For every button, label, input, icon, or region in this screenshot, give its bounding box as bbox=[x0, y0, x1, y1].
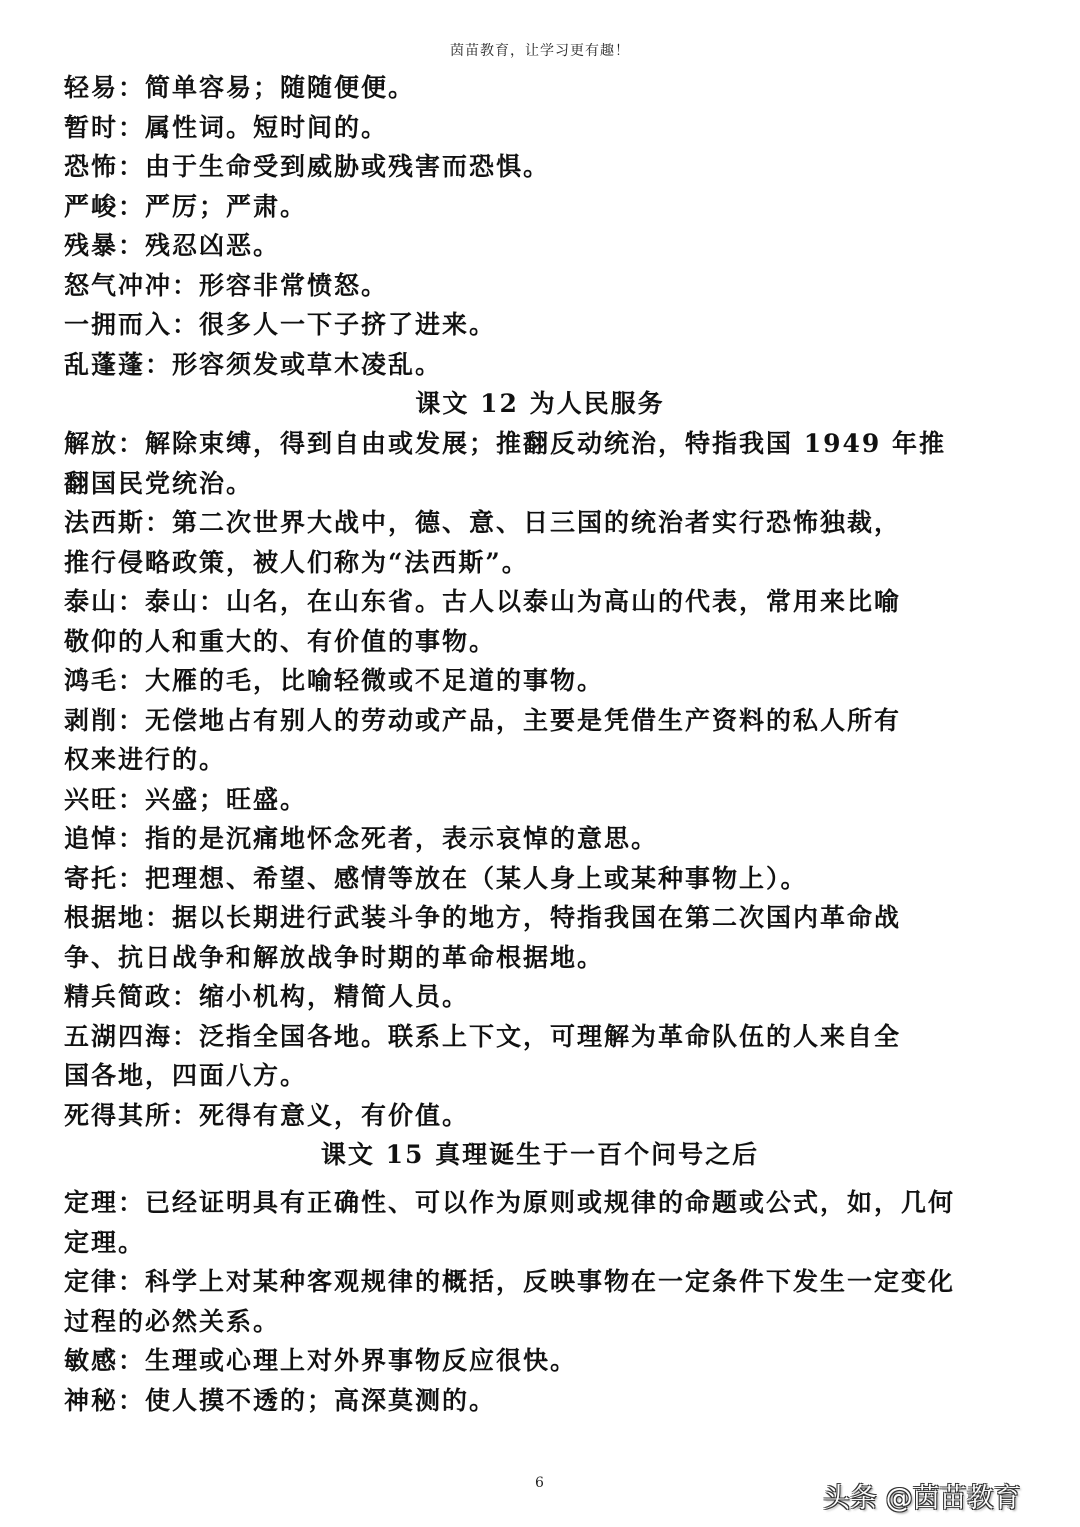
vocab-entry bbox=[64, 661, 1016, 701]
vocab-entry bbox=[64, 977, 1016, 1017]
vocab-entry bbox=[64, 1096, 1016, 1136]
vocab-entry bbox=[64, 345, 1016, 385]
page-header: 茵苗教育，让学习更有趣！ bbox=[450, 43, 630, 59]
entry-line: 乱蓬蓬：形容须发或草木凌乱。 bbox=[64, 349, 443, 379]
section-heading: 课文 12 为人民服务 bbox=[415, 389, 665, 418]
entry-line: 一拥而入：很多人一下子挤了进来。 bbox=[64, 310, 497, 339]
entry-line: 过程的必然关系。 bbox=[64, 1306, 281, 1336]
entry-line: 神秘：使人摸不透的；高深莫测的。 bbox=[64, 1385, 497, 1415]
entry-line: 残暴：残忍凶恶。 bbox=[64, 231, 281, 260]
entry-line: 法西斯：第二次世界大战中，德、意、日三国的统治者实行恐怖独裁， bbox=[64, 508, 902, 537]
vocab-entry bbox=[64, 108, 1016, 148]
entry-line: 定理。 bbox=[64, 1227, 146, 1257]
vocab-entry bbox=[64, 1017, 1016, 1096]
entry-line: 兴旺：兴盛；旺盛。 bbox=[64, 784, 308, 814]
vocab-entry bbox=[64, 701, 1016, 780]
entry-line: 五湖四海：泛指全国各地。联系上下文，可理解为革命队伍的人来自全 bbox=[64, 1021, 902, 1051]
vocab-entry bbox=[64, 582, 1016, 661]
vocab-entry bbox=[64, 1381, 1016, 1421]
entry-line: 怒气冲冲：形容非常愤怒。 bbox=[64, 270, 389, 300]
entry-line: 死得其所：死得有意义，有价值。 bbox=[64, 1100, 470, 1130]
entry-line: 精兵简政：缩小机构，精简人员。 bbox=[64, 982, 470, 1011]
vocab-entry bbox=[64, 147, 1016, 187]
entry-line: 根据地：据以长期进行武装斗争的地方，特指我国在第二次国内革命战 bbox=[64, 903, 902, 932]
entry-line: 鸿毛：大雁的毛，比喻轻微或不足道的事物。 bbox=[64, 666, 605, 695]
entry-line: 暂时：属性词。短时间的。 bbox=[64, 112, 389, 142]
vocab-entry bbox=[64, 226, 1016, 266]
entry-line: 国各地，四面八方。 bbox=[64, 1061, 308, 1090]
entry-line: 解放：解除束缚，得到自由或发展；推翻反动统治，特指我国 1949 年推 bbox=[64, 429, 946, 458]
vocab-entry bbox=[64, 266, 1016, 306]
entry-line: 恐怖：由于生命受到威胁或残害而恐惧。 bbox=[64, 152, 551, 181]
vocab-entry bbox=[64, 819, 1016, 859]
entry-line: 泰山：泰山：山名，在山东省。古人以泰山为高山的代表，常用来比喻 bbox=[64, 587, 902, 616]
entry-line: 推行侵略政策，被人们称为“法西斯”。 bbox=[64, 547, 529, 577]
entry-line: 剥削：无偿地占有别人的劳动或产品，主要是凭借生产资料的私人所有 bbox=[64, 705, 902, 735]
entry-line: 敏感：生理或心理上对外界事物反应很快。 bbox=[64, 1346, 578, 1375]
vocab-entry bbox=[64, 780, 1016, 820]
vocab-entry bbox=[64, 424, 1016, 503]
vocab-entry bbox=[64, 898, 1016, 977]
vocab-entry bbox=[64, 859, 1016, 899]
section-heading: 课文 15 真理诞生于一百个问号之后 bbox=[320, 1140, 760, 1169]
entry-line: 翻国民党统治。 bbox=[64, 468, 254, 498]
vocab-entry bbox=[64, 305, 1016, 345]
vocab-entry bbox=[64, 68, 1016, 108]
entry-line: 轻易：简单容易；随随便便。 bbox=[64, 73, 416, 102]
entry-line: 定律：科学上对某种客观规律的概括，反映事物在一定条件下发生一定变化 bbox=[64, 1267, 956, 1296]
entry-line: 严峻：严厉；严肃。 bbox=[64, 191, 308, 221]
document-body bbox=[64, 68, 1016, 1420]
page-number: 6 bbox=[535, 1475, 544, 1491]
vocab-entry bbox=[64, 1183, 1016, 1262]
watermark: 头条 @茵苗教育 bbox=[823, 1483, 1021, 1514]
vocab-entry bbox=[64, 1341, 1016, 1381]
entry-line: 敬仰的人和重大的、有价值的事物。 bbox=[64, 626, 497, 656]
entry-line: 权来进行的。 bbox=[64, 745, 227, 774]
entry-line: 寄托：把理想、希望、感情等放在（某人身上或某种事物上）。 bbox=[64, 863, 808, 893]
entry-line: 争、抗日战争和解放战争时期的革命根据地。 bbox=[64, 942, 605, 972]
entry-line: 追悼：指的是沉痛地怀念死者，表示哀悼的意思。 bbox=[64, 824, 659, 853]
vocab-entry bbox=[64, 1262, 1016, 1341]
entry-line: 定理：已经证明具有正确性、可以作为原则或规律的命题或公式，如，几何 bbox=[64, 1188, 956, 1217]
vocab-entry bbox=[64, 187, 1016, 227]
vocab-entry bbox=[64, 503, 1016, 582]
